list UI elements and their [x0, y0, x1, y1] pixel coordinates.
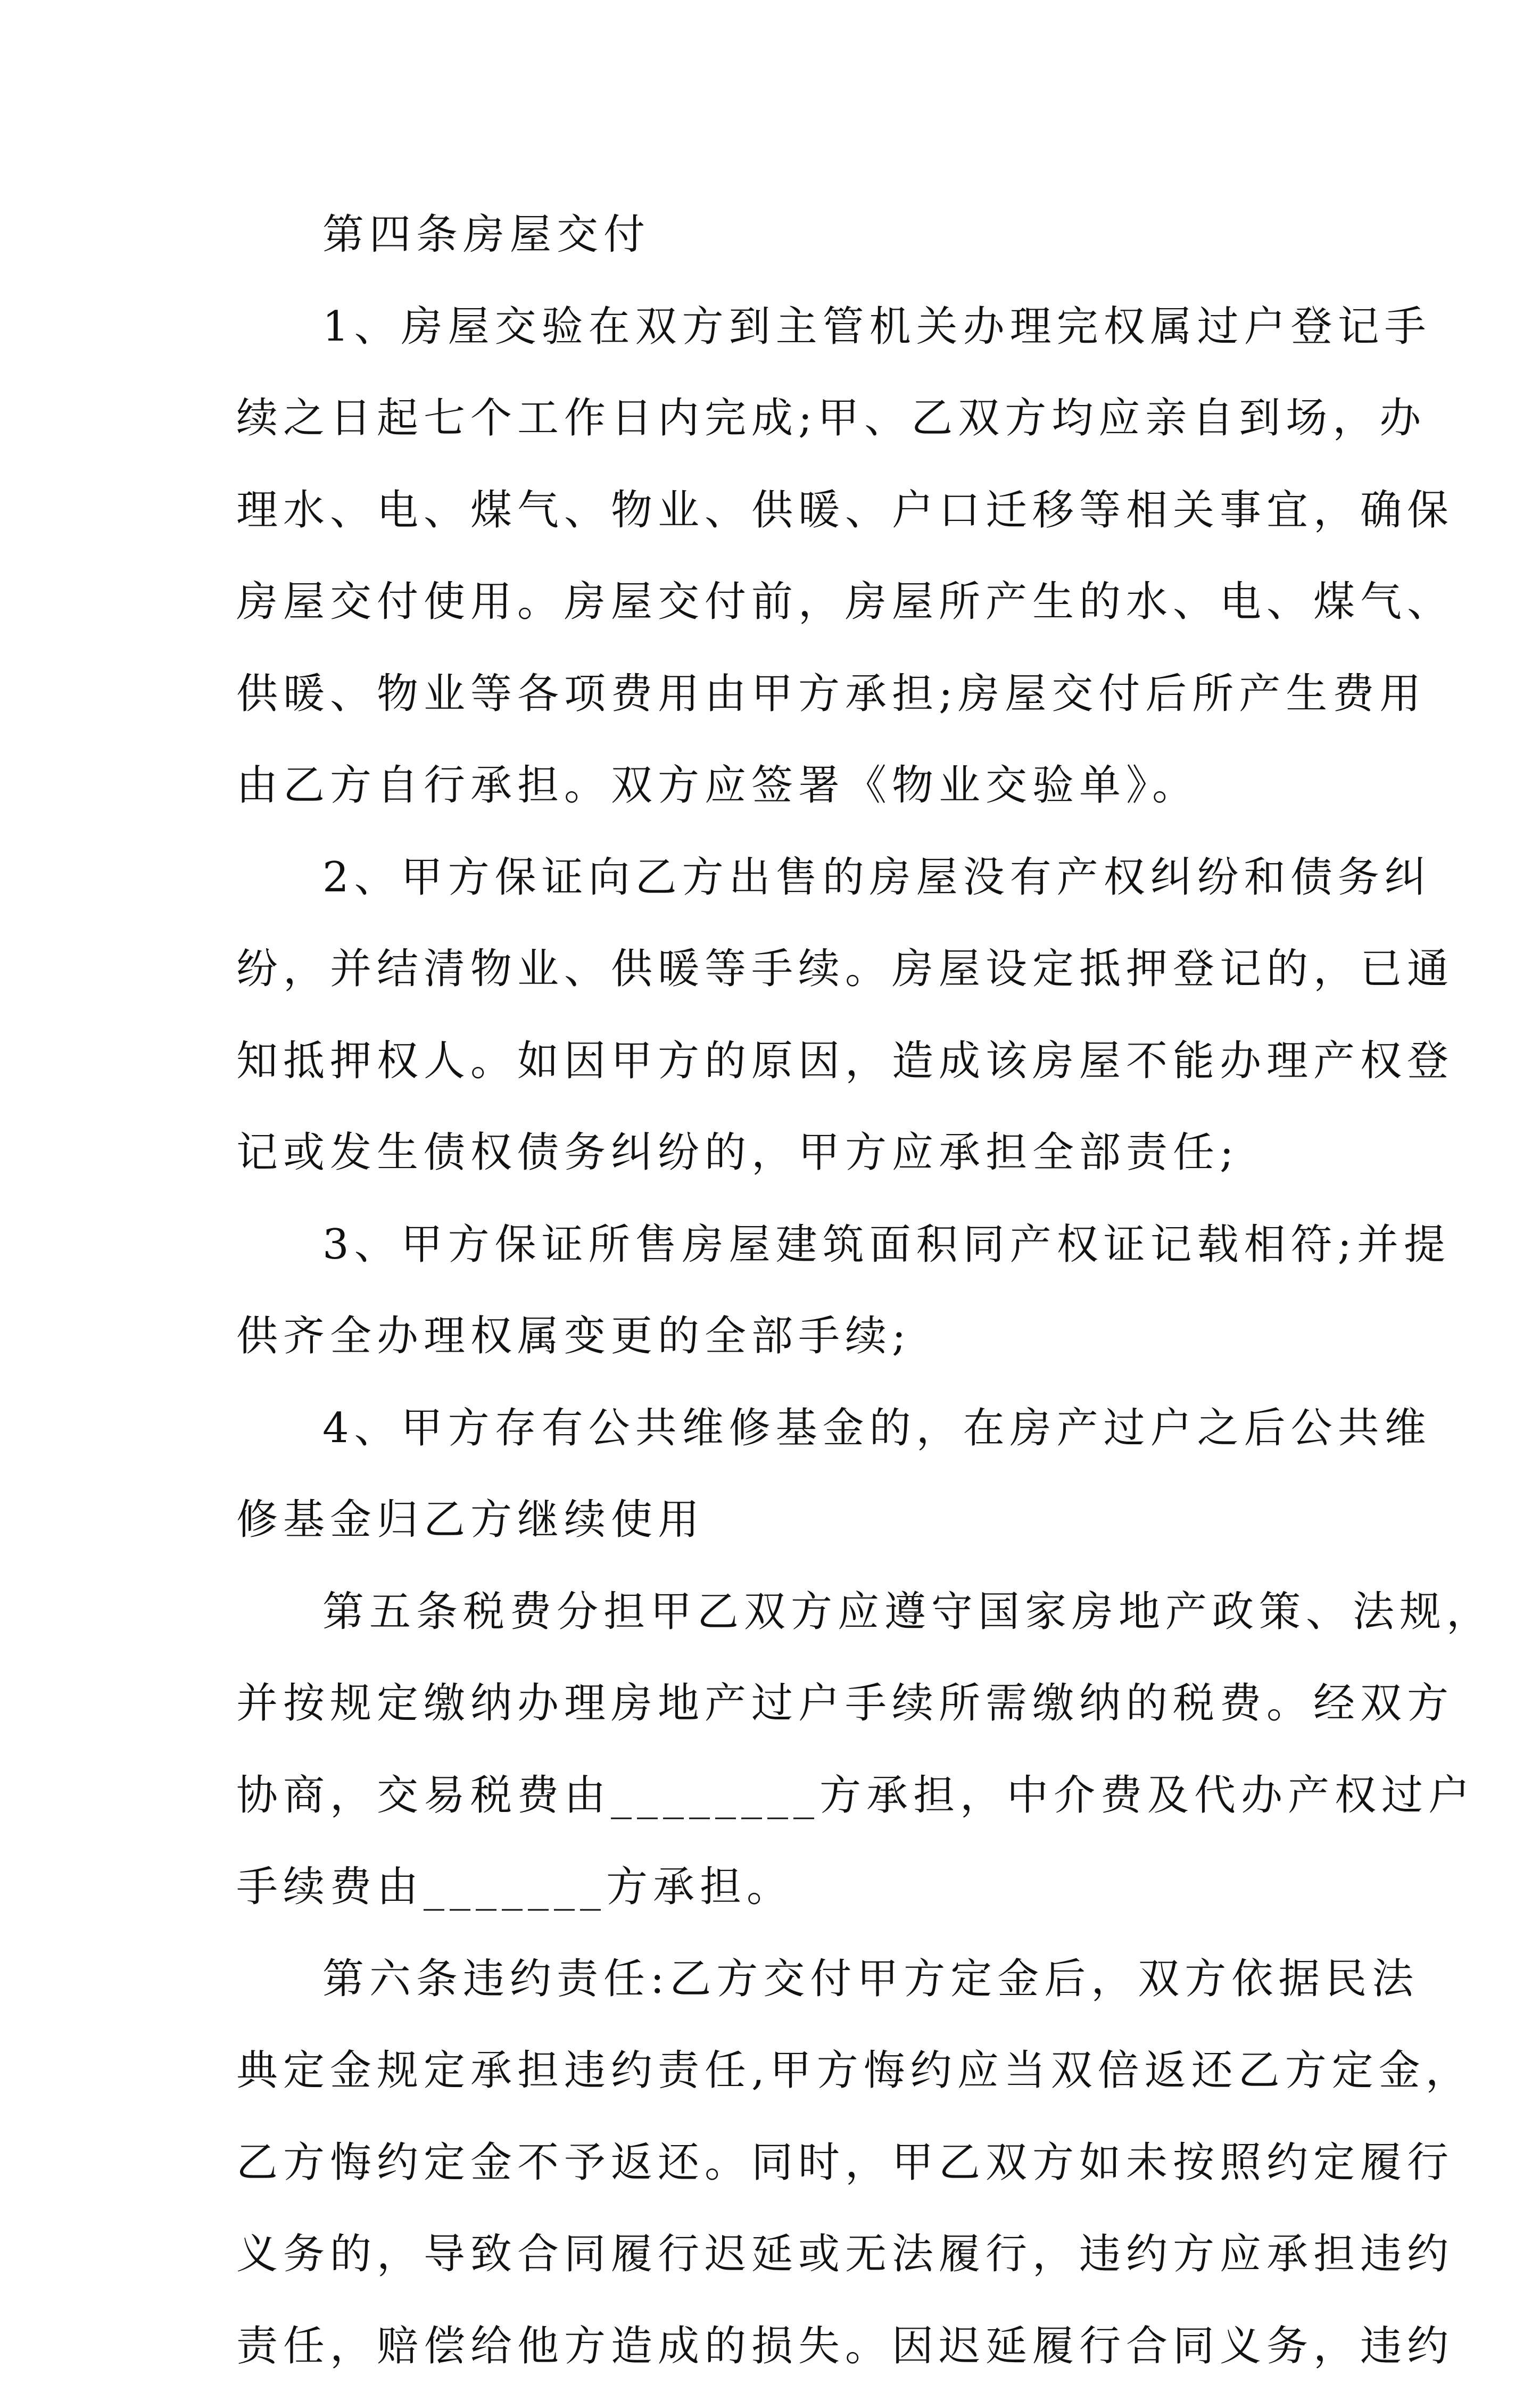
- text-line: 责任，赔偿给他方造成的损失。因迟延履行合同义务，违约: [236, 2300, 1317, 2392]
- text-line: 理水、电、煤气、物业、供暖、户口迁移等相关事宜，确保: [236, 465, 1317, 557]
- text-line: 协商，交易税费由________方承担，中介费及代办产权过户: [236, 1750, 1317, 1842]
- section-heading-6: 第六条违约责任:乙方交付甲方定金后，双方依据民法: [236, 1933, 1317, 2025]
- text-line: 并按规定缴纳办理房地产过户手续所需缴纳的税费。经双方: [236, 1658, 1317, 1750]
- text-line: 3、甲方保证所售房屋建筑面积同产权证记载相符;并提: [236, 1199, 1317, 1291]
- text-line: 义务的，导致合同履行迟延或无法履行，违约方应承担违约: [236, 2208, 1317, 2300]
- text-line: 4、甲方存有公共维修基金的，在房产过户之后公共维: [236, 1383, 1317, 1475]
- text-line: 供暖、物业等各项费用由甲方承担;房屋交付后所产生费用: [236, 648, 1317, 740]
- text-line: 乙方悔约定金不予返还。同时，甲乙双方如未按照约定履行: [236, 2117, 1317, 2209]
- section-heading-5: 第五条税费分担甲乙双方应遵守国家房地产政策、法规，: [236, 1566, 1317, 1658]
- text-line: 修基金归乙方继续使用: [236, 1474, 1317, 1566]
- contract-text-block: [236, 189, 1317, 2392]
- text-line: 1、房屋交验在双方到主管机关办理完权属过户登记手: [236, 281, 1317, 373]
- text-line: 房屋交付使用。房屋交付前，房屋所产生的水、电、煤气、: [236, 556, 1317, 648]
- text-line: 由乙方自行承担。双方应签署《物业交验单》。: [236, 740, 1317, 832]
- text-line: 典定金规定承担违约责任,甲方悔约应当双倍返还乙方定金，: [236, 2025, 1317, 2117]
- text-line: 记或发生债权债务纠纷的，甲方应承担全部责任;: [236, 1107, 1317, 1199]
- section-heading-4: 第四条房屋交付: [236, 189, 1317, 281]
- text-line: 手续费由_______方承担。: [236, 1841, 1317, 1933]
- text-line: 纷，并结清物业、供暖等手续。房屋设定抵押登记的，已通: [236, 923, 1317, 1015]
- text-line: 知抵押权人。如因甲方的原因，造成该房屋不能办理产权登: [236, 1015, 1317, 1107]
- text-line: 供齐全办理权属变更的全部手续;: [236, 1290, 1317, 1383]
- text-line: 续之日起七个工作日内完成;甲、乙双方均应亲自到场，办: [236, 373, 1317, 465]
- text-line: 2、甲方保证向乙方出售的房屋没有产权纠纷和债务纠: [236, 832, 1317, 924]
